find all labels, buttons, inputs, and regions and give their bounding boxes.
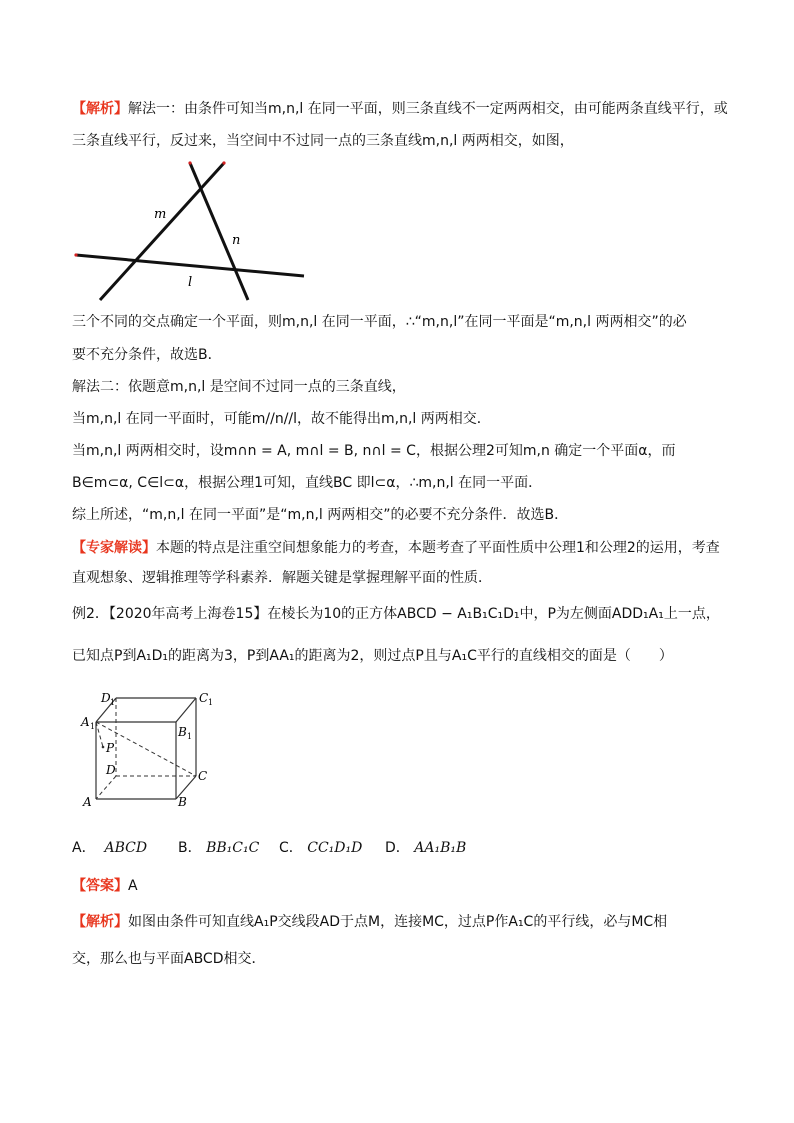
svg-text:1: 1 bbox=[187, 732, 193, 741]
example-line-2: 已知点P到A₁D₁的距离为3，P到AA₁的距离为2，则过点P且与A₁C平行的直线相交的面是（ ） bbox=[72, 648, 673, 664]
option-d: D． AA₁B₁B bbox=[385, 840, 467, 856]
text-line: B∈m⊂α, C∈l⊂α，根据公理1可知，直线BC 即l⊂α，∴m,n,l 在同一平面． bbox=[72, 475, 543, 491]
line-n bbox=[190, 163, 248, 300]
label-m: m bbox=[154, 207, 167, 222]
answer-value: A bbox=[128, 878, 138, 894]
option-b: B． BB₁C₁C bbox=[178, 840, 260, 856]
option-c: C． CC₁D₁D bbox=[279, 840, 363, 856]
text-line: 如图由条件可知直线A₁P交线段AD于点M，连接MC，过点P作A₁C的平行线，必与MC相 bbox=[128, 914, 668, 930]
answer-line bbox=[72, 876, 138, 896]
text-line: 综上所述，“m,n,l 在同一平面”是“m,n,l 两两相交”的必要不充分条件．故选B． bbox=[72, 507, 569, 523]
expert-line-1 bbox=[72, 538, 720, 558]
line-l bbox=[76, 255, 304, 276]
text-line: 解法二：依题意m,n,l 是空间不过同一点的三条直线， bbox=[72, 379, 406, 395]
endpoint-dot bbox=[188, 161, 191, 164]
text-line: 三个不同的交点确定一个平面，则m,n,l 在同一平面，∴“m,n,l”在同一平面是“m,n,l 两两相交”的必 bbox=[72, 314, 687, 330]
svg-text:P: P bbox=[106, 741, 115, 755]
svg-text:D: D bbox=[106, 763, 116, 777]
text-line: 解法一：由条件可知当m,n,l 在同一平面，则三条直线不一定两两相交，由可能两条直线平行，或 bbox=[128, 101, 728, 117]
text-line: 三条直线平行，反过来，当空间中不过同一点的三条直线m,n,l 两两相交，如图， bbox=[72, 133, 574, 149]
text-line: 交，那么也与平面ABCD相交． bbox=[72, 951, 266, 967]
svg-text:C: C bbox=[198, 769, 208, 783]
svg-text:A: A bbox=[81, 715, 90, 729]
line-m bbox=[100, 163, 224, 300]
analysis-line-1 bbox=[72, 99, 728, 119]
endpoint-dot bbox=[74, 253, 77, 256]
text-line: 本题的特点是注重空间想象能力的考查，本题考查了平面性质中公理1和公理2的运用，考查 bbox=[156, 540, 720, 556]
endpoint-dot bbox=[222, 161, 225, 164]
svg-text:1: 1 bbox=[208, 698, 214, 707]
answer-tag: 【答案】 bbox=[72, 878, 128, 894]
analysis-tag: 【解析】 bbox=[72, 101, 128, 117]
svg-text:D: D bbox=[101, 691, 111, 705]
label-l: l bbox=[188, 275, 193, 290]
label-n: n bbox=[232, 233, 241, 248]
example-line-1: 例2．【2020年高考上海卷15】在棱长为10的正方体ABCD − A₁B₁C₁D₁中，P为左侧面ADD₁A₁上一点， bbox=[72, 606, 720, 622]
text-line: 当m,n,l 在同一平面时，可能m//n//l，故不能得出m,n,l 两两相交． bbox=[72, 411, 491, 427]
three-lines-figure bbox=[70, 160, 310, 305]
svg-text:A: A bbox=[83, 795, 92, 809]
analysis-tag: 【解析】 bbox=[72, 914, 128, 930]
analysis-line-2 bbox=[72, 912, 667, 932]
svg-text:B: B bbox=[178, 795, 187, 809]
svg-text:1: 1 bbox=[90, 722, 96, 731]
option-a: A． ABCD bbox=[72, 840, 148, 856]
text-line: 要不充分条件，故选B． bbox=[72, 347, 222, 363]
cube-figure bbox=[72, 686, 222, 812]
svg-text:1: 1 bbox=[110, 698, 116, 707]
expert-tag: 【专家解读】 bbox=[72, 540, 156, 556]
svg-text:B: B bbox=[178, 725, 187, 739]
text-line: 当m,n,l 两两相交时，设m∩n = A, m∩l = B, n∩l = C，根据公理2可知m,n 确定一个平面α，而 bbox=[72, 443, 676, 459]
svg-text:C: C bbox=[199, 691, 209, 705]
text-line: 直观想象、逻辑推理等学科素养．解题关键是掌握理解平面的性质． bbox=[72, 570, 492, 586]
